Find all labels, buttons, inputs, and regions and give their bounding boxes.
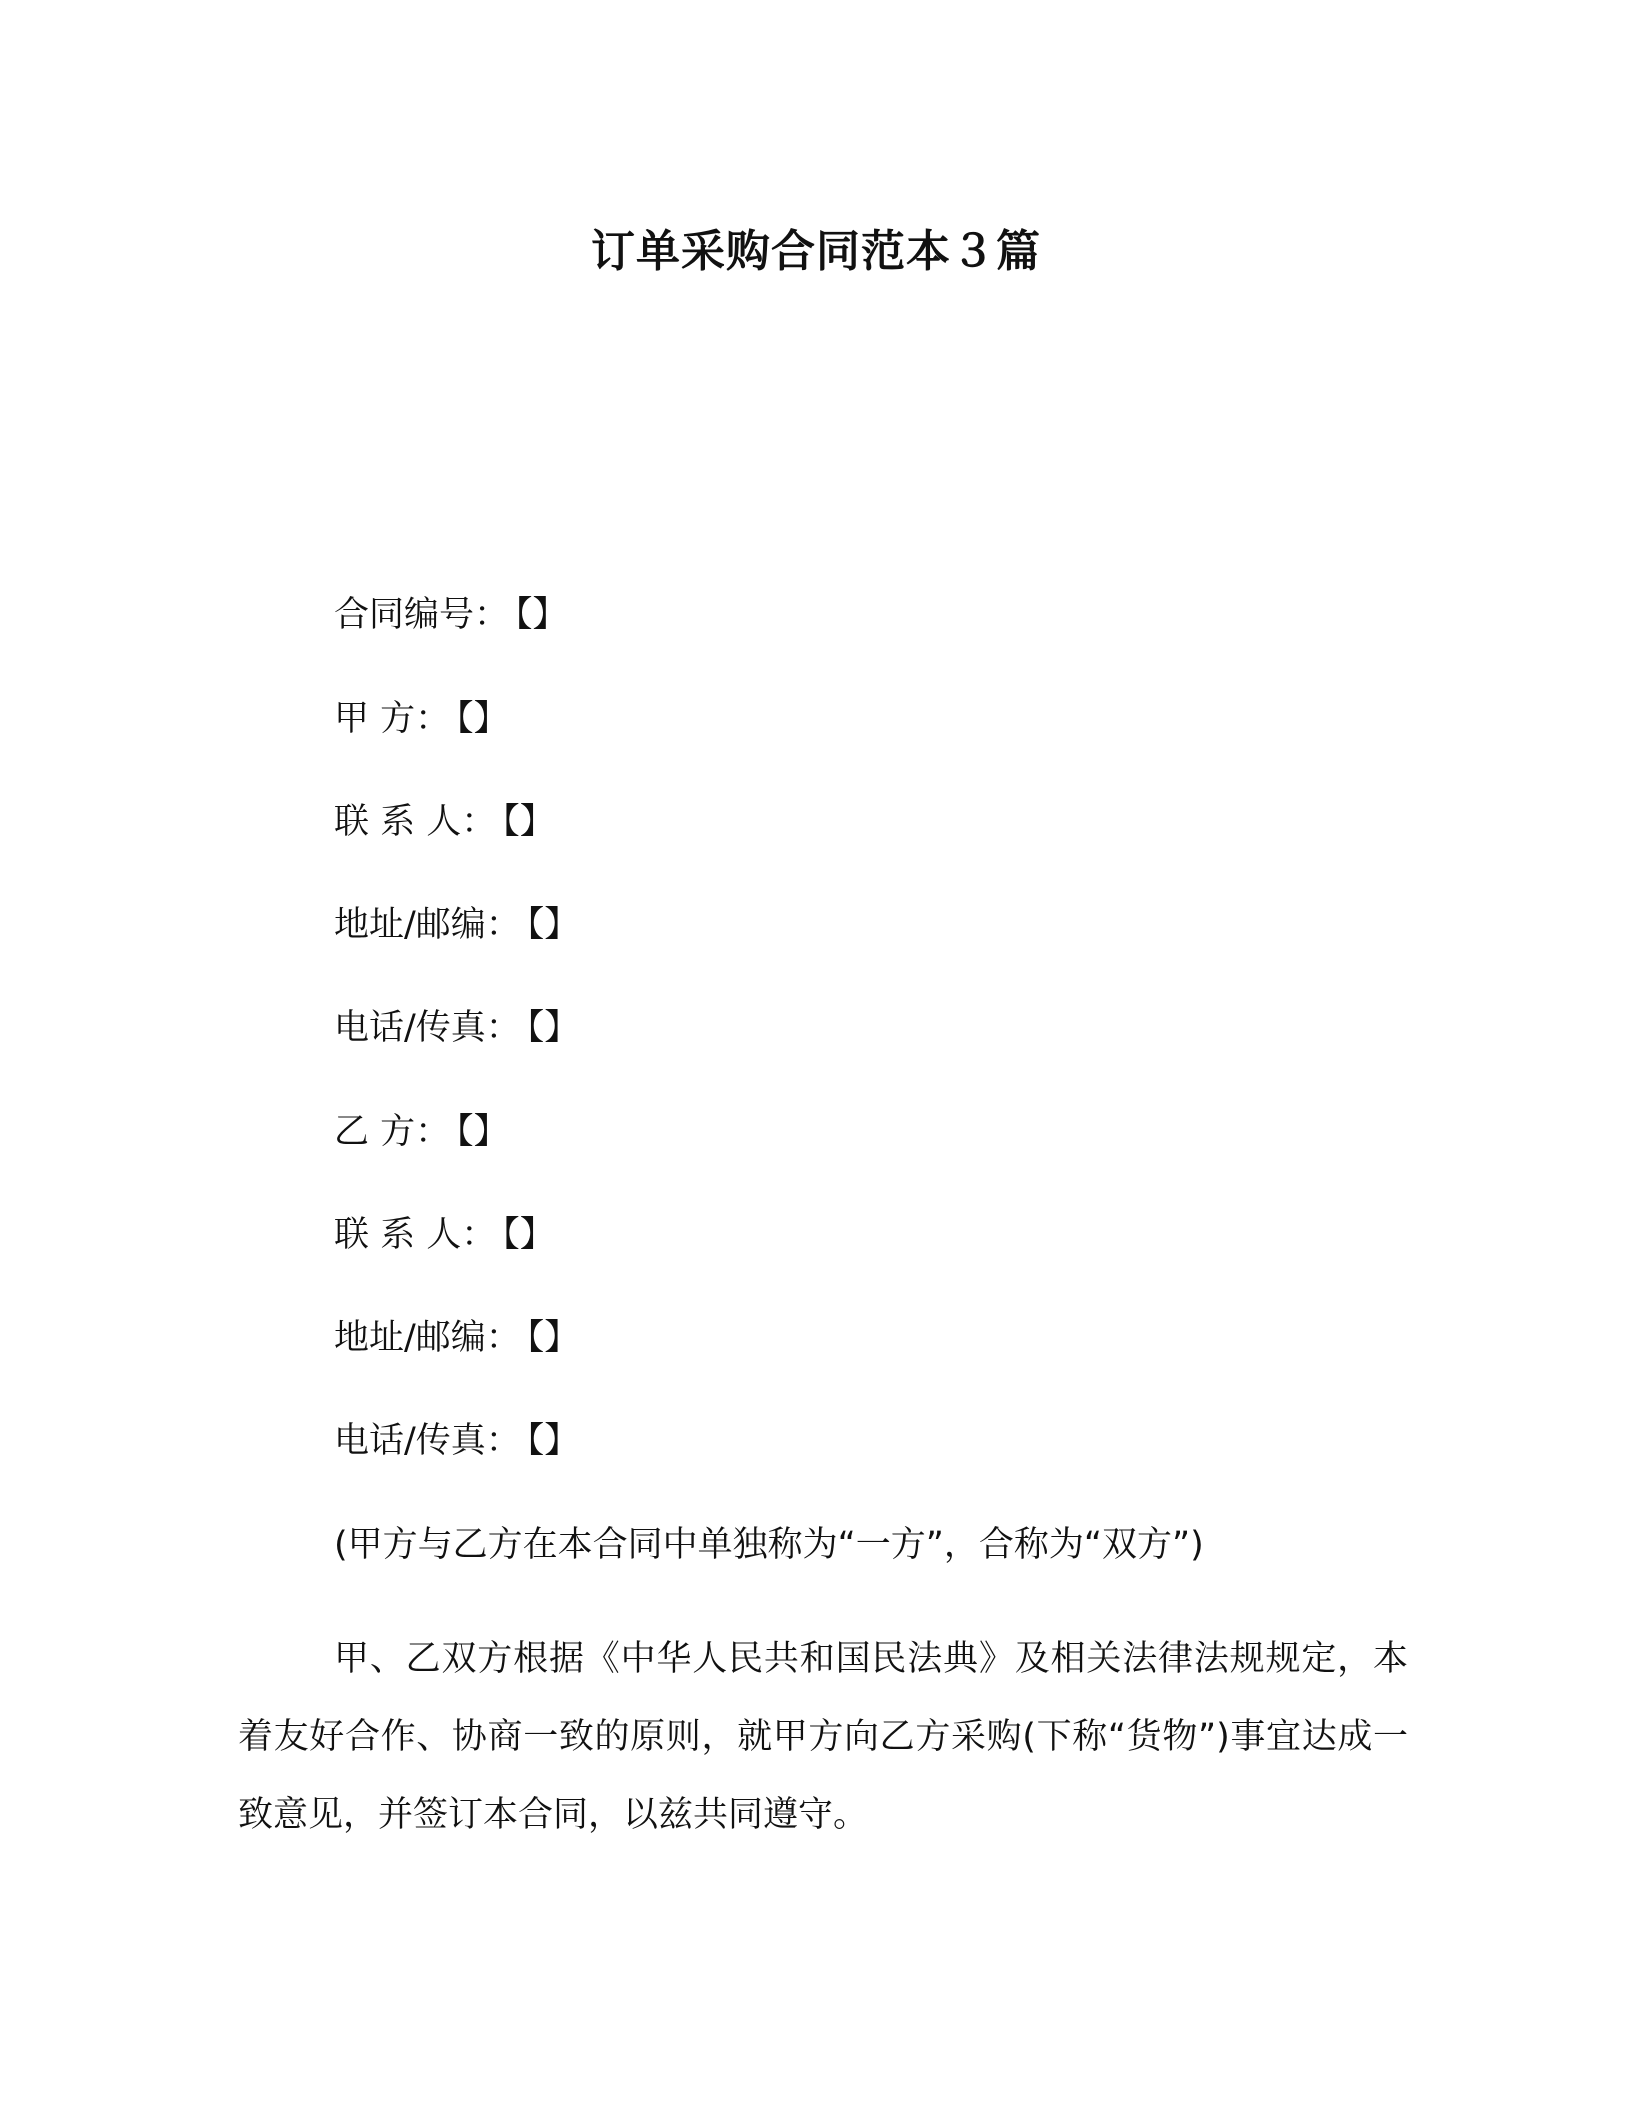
field-value: 【】	[515, 595, 568, 635]
field-party-b-contact	[334, 1210, 555, 1260]
parties-note: (甲方与乙方在本合同中单独称为“一方”，合称为“双方”)	[334, 1525, 1204, 1565]
preamble-paragraph: 甲、乙双方根据《中华人民共和国民法典》及相关法律法规规定，本着友好合作、协商一致的原则，就甲方向乙方采购(下称“货物”)事宜达成一致意见，并签订本合同，以兹共同遵守。	[238, 1639, 1408, 1835]
field-label: 联 系 人：	[334, 802, 497, 842]
field-label: 地址/邮编：	[334, 905, 521, 945]
field-contract-number	[334, 590, 568, 640]
field-label: 电话/传真：	[334, 1008, 521, 1048]
field-party-a	[334, 694, 509, 744]
field-value: 【】	[502, 1215, 555, 1255]
field-party-a-phone	[334, 1003, 579, 1053]
field-label: 电话/传真：	[334, 1421, 521, 1461]
field-label: 乙 方：	[334, 1112, 451, 1152]
field-value: 【】	[526, 905, 580, 945]
field-value: 【】	[456, 1112, 509, 1152]
field-party-b-address	[334, 1313, 579, 1363]
field-party-b-phone	[334, 1416, 579, 1466]
document-title: 订单采购合同范本３篇	[591, 226, 1041, 277]
field-value: 【】	[526, 1318, 580, 1358]
field-value: 【】	[526, 1008, 580, 1048]
field-party-a-address	[334, 900, 579, 950]
field-party-b	[334, 1107, 509, 1157]
field-label: 联 系 人：	[334, 1215, 497, 1255]
field-value: 【】	[502, 802, 555, 842]
field-party-a-contact	[334, 797, 555, 847]
field-label: 合同编号：	[334, 595, 510, 635]
field-label: 地址/邮编：	[334, 1318, 521, 1358]
field-value: 【】	[456, 699, 509, 739]
field-label: 甲 方：	[334, 699, 451, 739]
field-value: 【】	[526, 1421, 580, 1461]
